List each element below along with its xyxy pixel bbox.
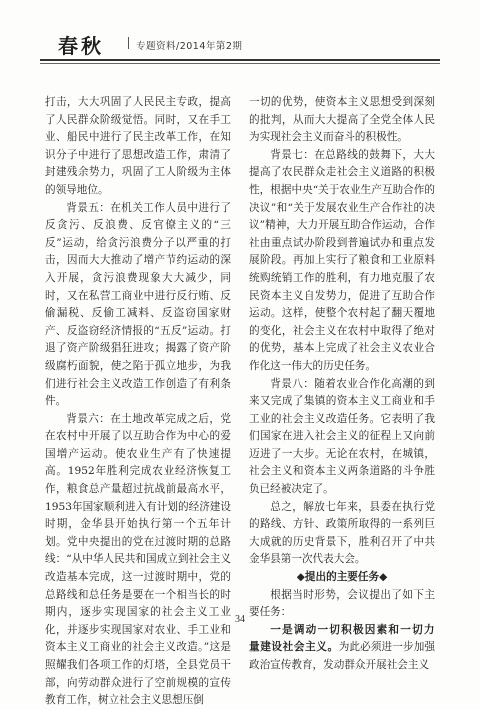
paragraph: 打击，大大巩固了人民民主专政，提高了人民群众阶级觉悟。同时，又在手工业、船民中进行了民主改革工作，在知识分子中进行了思想改造工作，肃清了封建残余势力，巩固了工人阶级为主体的领导地位。 — [45, 96, 231, 196]
page-number: 34 — [235, 614, 245, 625]
paragraph — [249, 622, 435, 675]
paragraph-continuation: 为此必须进一步加强政治宣传教育，发动群众开展社会主义 — [249, 641, 435, 671]
publication-issue: 专题资料/2014年第2期 — [136, 41, 243, 52]
paragraph: 根据当时形势，会议提出了如下主要任务： — [249, 588, 435, 619]
journal-logo: 春秋 — [58, 34, 104, 58]
paragraph: 背景六：在土地改革完成之后，党在农村中开展了以互助合作为中心的爱国增产运动。使农业生产有了快速提高。1952年胜利完成农业经济恢复工作，粮食总产量超过抗战前最高水平，1953年国家顺利进入有计划的经济建设时期，金华县开始执行第一个五年计划。党中央提出的党在过渡时期的总路线：“从中华人民共和国成立到社会主义改造基本完成，这一过渡时期中，党的总路线和总任务是要在一个相当长的时期内，逐步实现国家的社会主义工业化，并逐步实现国家对农业、手工业和资本主义工商业的社会主义改造。”这是照耀我们各项工作的灯塔，全县党员干部，向劳动群众进行了空前规模的宣传教育工作，树立社会主义思想压倒 — [45, 412, 231, 707]
section-heading: ◆提出的主要任务◆ — [296, 571, 388, 584]
header-separator — [128, 37, 129, 49]
paragraph: 背景八：随着农业合作化高潮的到来又完成了集镇的资本主义工商业和手工业的社会主义改造任务。它表明了我们国家在进入社会主义的征程上又向前迈进了一大步。无论在农村，在城镇，社会主义和资本主义两条道路的斗争胜负已经被决定了。 — [249, 377, 435, 496]
right-column — [249, 94, 435, 675]
page-header — [40, 28, 440, 58]
paragraph: 一切的优势，使资本主义思想受到深刻的批判，从而大大提高了全党全体人民为实现社会主义而奋斗的积极性。 — [249, 96, 435, 144]
paragraph: 背景五：在机关工作人员中进行了反贪污、反浪费、反官僚主义的“三反”运动，给贪污浪费分子以严重的打击，因而大大推动了增产节约运动的深入开展，贪污浪费现象大大减少，同时，又在私营工商业中进行反行贿、反偷漏税、反偷工减料、反盗窃国家财产、反盗窃经济情报的“五反”运动。打退了资产阶级猖狂进攻；揭露了资产阶级腐朽面貌，使之陷于孤立地步，为我们进行社会主义改造工作创造了有利条件。 — [45, 201, 231, 408]
paragraph: 背景七：在总路线的鼓舞下，大大提高了农民群众走社会主义道路的积极性，根据中央“关于农业生产互助合作的决议”和“关于发展农业生产合作社的决议”精神，大力开展互助合作运动，合作社由重点试办阶段到普遍试办和重点发展阶段。再加上实行了粮食和工业原料统购统销工作的胜利，有力地克服了农民资本主义自发势力，促进了互助合作运动。这样，使整个农村起了翻天覆地的变化，社会主义在农村中取得了绝对的优势，基本上完成了社会主义农业合作化这一伟大的历史任务。 — [249, 148, 435, 372]
paragraph: 总之，解放七年来，县委在执行党的路线、方针、政策所取得的一系列巨大成就的历史背景下，胜利召开了中共金华县第一次代表大会。 — [249, 500, 435, 566]
header-rule — [40, 59, 440, 61]
header-rule-thin — [40, 63, 440, 64]
emphasis-text: 一是调动一切积极因素和一切力量建设社会主义。 — [249, 623, 435, 654]
